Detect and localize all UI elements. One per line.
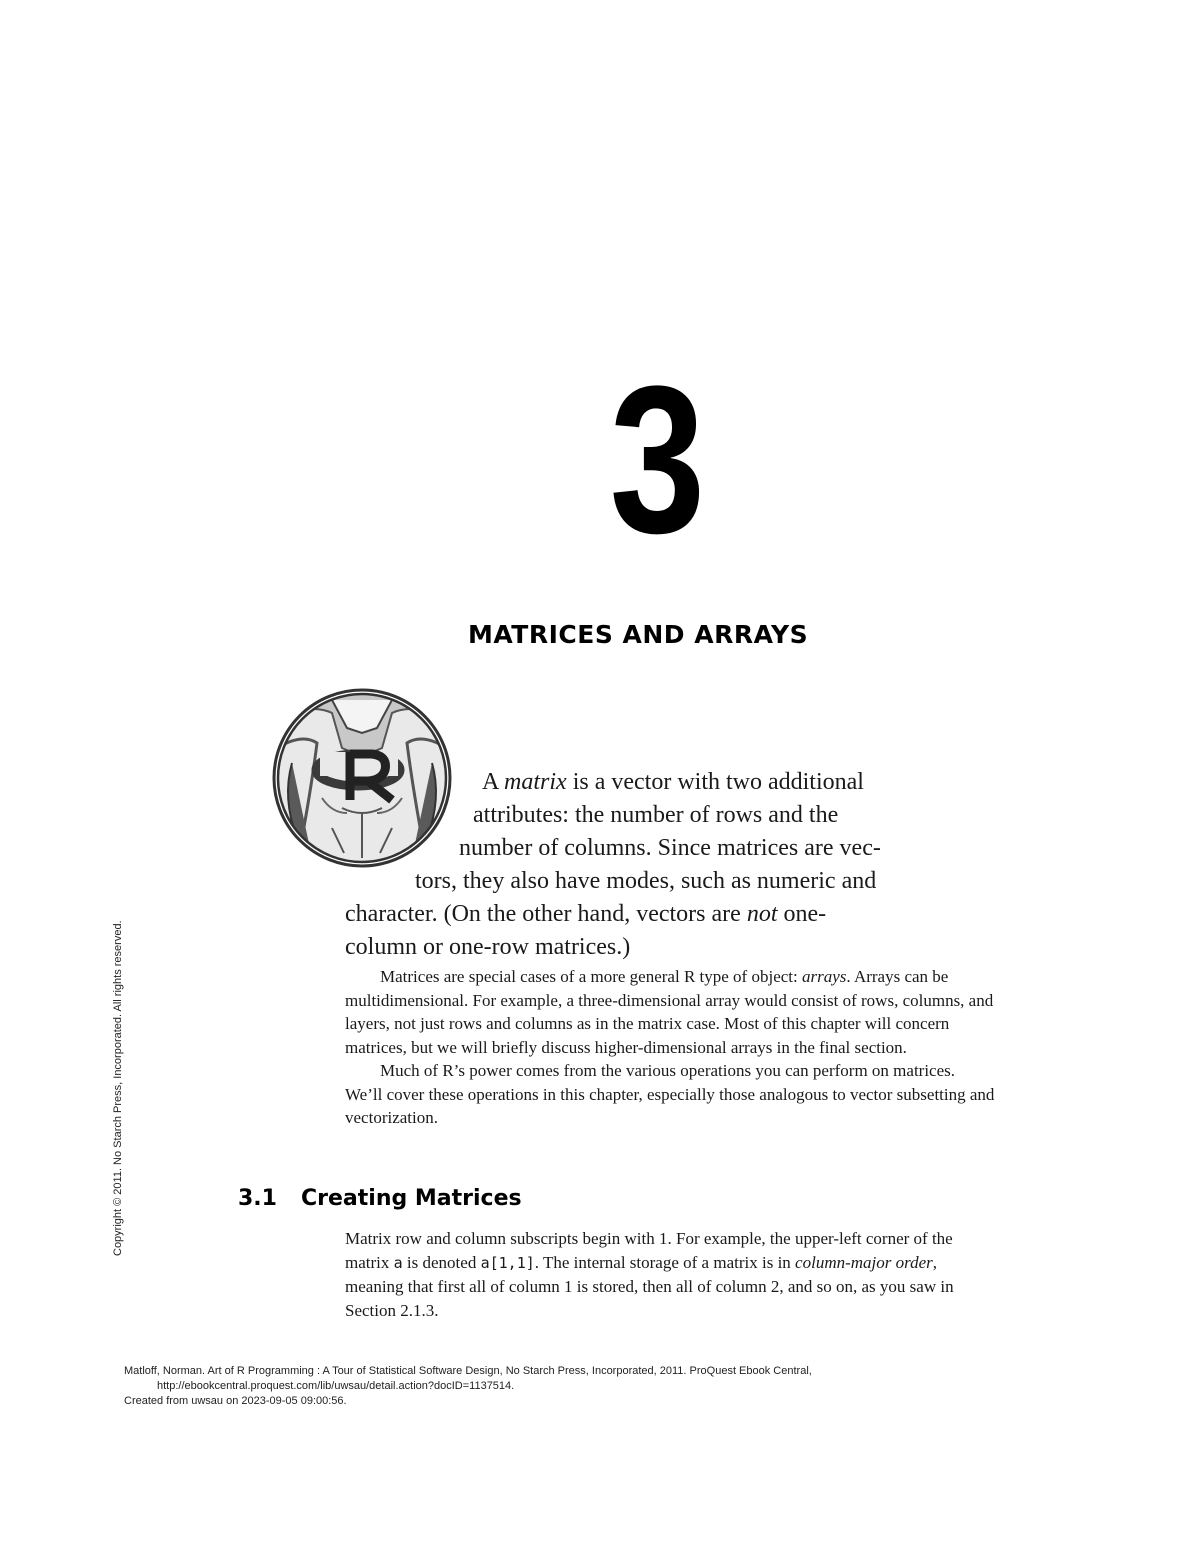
paragraph-creating-matrices: Matrix row and column subscripts begin with 1. For example, the upper-left corner of the matrix a is denoted a[1,1]. The internal storage of a matrix is in column-major order, meaning that first all of column 1 is stored, then all of column 2, and so on, as you saw in Section 2.1.3. (345, 1229, 954, 1320)
intro-line: number of columns. Since matrices are vec- (459, 835, 881, 861)
intro-line: character. (On the other hand, vectors are not one- (345, 901, 827, 927)
chapter-number: 3 (609, 342, 706, 577)
body-paragraphs (345, 965, 995, 1130)
intro-line: attributes: the number of rows and the (473, 802, 839, 828)
section-number: 3.1 (238, 1186, 277, 1211)
chapter-title: MATRICES AND ARRAYS (468, 620, 809, 649)
paragraph-operations: Much of R’s power comes from the various operations you can perform on matrices. We’ll cover these operations in this chapter, especially those analogous to vector subsetting and vectorization. (345, 1061, 995, 1127)
citation-created: Created from uwsau on 2023-09-05 09:00:56. (124, 1395, 347, 1407)
citation-url: http://ebookcentral.proquest.com/lib/uwsau/detail.action?docID=1137514. (157, 1380, 515, 1392)
section-heading (238, 1186, 738, 1211)
paragraph-arrays: Matrices are special cases of a more general R type of object: arrays. Arrays can be multidimensional. For example, a three-dimensional array would consist of rows, columns, and layers, not just rows and columns as in the matrix case. Most of this chapter will concern matrices, but we will briefly discuss higher-dimensional arrays in the final section. (345, 967, 994, 1057)
r-superhero-logo-icon (272, 688, 452, 868)
copyright-notice: Copyright © 2011. No Starch Press, Incorporated. All rights reserved. (112, 920, 124, 1256)
intro-line: tors, they also have modes, such as numeric and (415, 868, 877, 894)
citation-line: Matloff, Norman. Art of R Programming : A Tour of Statistical Software Design, No Starch Press, Incorporated, 2011. ProQuest Ebook Central, (124, 1365, 812, 1377)
intro-line: column or one-row matrices.) (345, 934, 631, 960)
intro-line: A matrix is a vector with two additional (482, 769, 864, 795)
section-title: Creating Matrices (301, 1186, 522, 1211)
citation-footer (124, 1364, 1024, 1409)
section-body (345, 1227, 995, 1322)
